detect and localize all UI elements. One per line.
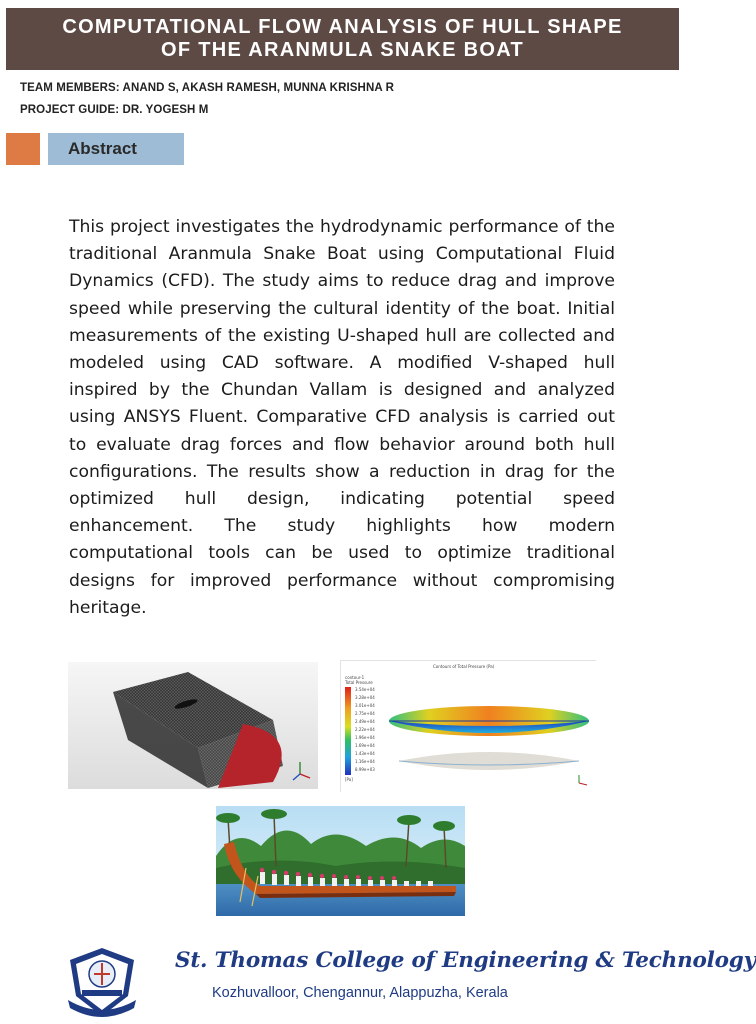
cfd-legend-values: [355, 686, 375, 774]
legend-value: 3.01e+04: [355, 703, 375, 708]
title-line-1: COMPUTATIONAL FLOW ANALYSIS OF HULL SHAPE: [62, 16, 623, 38]
legend-value: 2.22e+04: [355, 727, 375, 732]
legend-value: 1.16e+04: [355, 759, 375, 764]
cfd-legend-unit: [Pa]: [345, 777, 353, 782]
legend-value: 2.75e+04: [355, 711, 375, 716]
cfd-pressure-contour-image: [340, 660, 596, 792]
legend-value: 3.28e+04: [355, 695, 375, 700]
abstract-heading: Abstract: [48, 133, 184, 165]
legend-value: 8.99e+03: [355, 767, 375, 772]
legend-value: 1.96e+04: [355, 735, 375, 740]
college-name: St. Thomas College of Engineering & Technology: [175, 948, 756, 973]
abstract-accent-block: [6, 133, 40, 165]
team-members: TEAM MEMBERS: ANAND S, AKASH RAMESH, MUNNA KRISHNA R: [20, 82, 395, 94]
project-guide: PROJECT GUIDE: DR. YOGESH M: [20, 104, 209, 116]
legend-value: 1.69e+04: [355, 743, 375, 748]
college-logo: [64, 944, 140, 1020]
title-line-2: OF THE ARANMULA SNAKE BOAT: [160, 39, 525, 61]
legend-value: 3.54e+04: [355, 687, 375, 692]
cfd-legend-title: contour-1: [345, 675, 365, 680]
legend-value: 2.49e+04: [355, 719, 375, 724]
cfd-title: Contours of Total Pressure (Pa): [433, 664, 495, 669]
cfd-legend-subtitle: Total Pressure: [345, 680, 373, 685]
snake-boat-photo: [216, 806, 465, 916]
legend-value: 1.43e+04: [355, 751, 375, 756]
poster-title: [6, 8, 679, 70]
abstract-body: This project investigates the hydrodynamic performance of the traditional Aranmula Snake Boat using Computational Fluid Dynamics (CFD). The study aims to reduce drag and improve speed while preserving the cultural identity of the boat. Initial measurements of the existing U-shaped hull are collected and modeled using CAD software. A modified V-shaped hull inspired by the Chundan Vallam is designed and analyzed using ANSYS Fluent. Comparative CFD analysis is carried out to evaluate drag forces and flow behavior around both hull configurations. The results show a reduction in drag for the optimized hull design, indicating potential speed enhancement. The study highlights how modern computational tools can be used to optimize traditional designs for improved performance without compromising heritage.: [69, 217, 615, 618]
mesh-model-image: [68, 662, 318, 789]
college-address: Kozhuvalloor, Chengannur, Alappuzha, Kerala: [212, 985, 508, 1001]
